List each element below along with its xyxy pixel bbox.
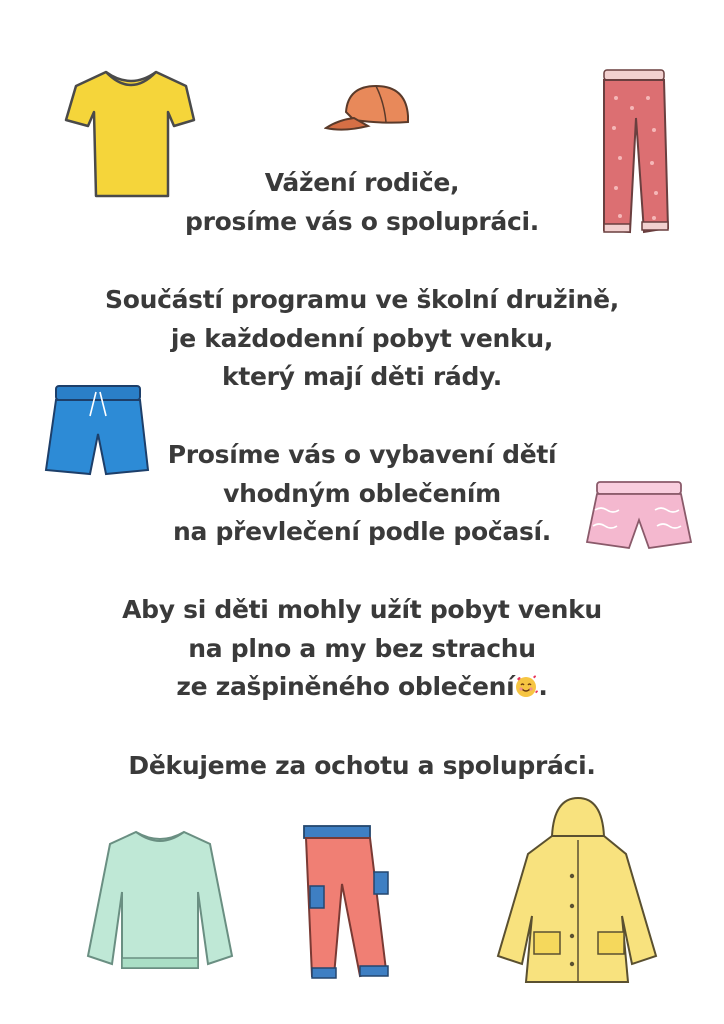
greeting-line-1: Vážení rodiče, bbox=[264, 168, 460, 197]
paragraph-3-line-1: Aby si děti mohly užít pobyt venku bbox=[122, 595, 602, 624]
paragraph-2-line-1: Prosíme vás o vybavení dětí bbox=[167, 440, 557, 469]
paragraph-3-line-2: na plno a my bez strachu bbox=[188, 634, 536, 663]
pink-shorts-icon bbox=[585, 480, 693, 552]
paragraph-2-line-3: na převlečení podle počasí. bbox=[172, 517, 552, 546]
paragraph-1-line-3: který mají děti rády. bbox=[222, 362, 502, 391]
paragraph-3-line-3-end: . bbox=[538, 672, 548, 701]
orange-cap-icon bbox=[324, 82, 414, 134]
mint-sweater-icon bbox=[86, 828, 234, 976]
yellow-tshirt-icon bbox=[64, 68, 196, 200]
closing-line: Děkujeme za ochotu a spolupráci. bbox=[128, 751, 596, 780]
paragraph-1-line-1: Součástí programu ve školní družině, bbox=[104, 285, 620, 314]
salmon-cargo-pants-icon bbox=[302, 824, 396, 982]
paragraph-2-line-2: vhodným oblečením bbox=[223, 479, 501, 508]
paragraph-3-line-3-text: ze zašpiněného oblečení bbox=[176, 672, 515, 701]
smiling-face-with-hearts-icon bbox=[514, 674, 538, 698]
paragraph-3-line-3 bbox=[0, 672, 724, 701]
yellow-raincoat-icon bbox=[494, 796, 660, 988]
blue-shorts-icon bbox=[44, 384, 150, 476]
pink-pajama-pants-icon bbox=[598, 68, 670, 238]
greeting-line-2: prosíme vás o spolupráci. bbox=[185, 207, 539, 236]
paragraph-1-line-2: je každodenní pobyt venku, bbox=[170, 324, 554, 353]
